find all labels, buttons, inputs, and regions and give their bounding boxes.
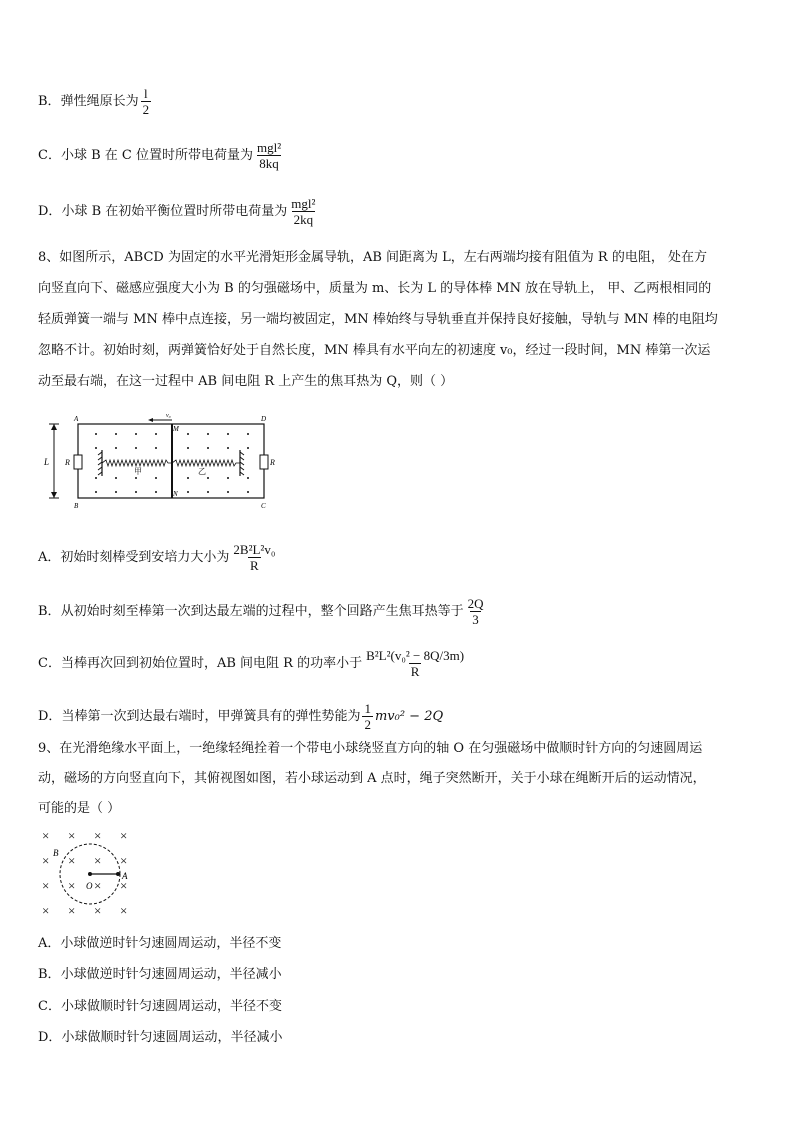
q8-line: 8、如图所示，ABCD 为固定的水平光滑矩形金属导轨，AB 间距离为 L，左右两端均接有阻值为 R 的电阻， 处在方 (38, 250, 707, 265)
q8-option-b (38, 596, 487, 627)
formula-tail: mv₀² − 2Q (374, 708, 444, 724)
q8-line: 忽略不计。初始时刻，两弹簧恰好处于自然长度，MN 棒具有水平向左的初速度 v₀，经过一段时间，MN 棒第一次运 (38, 343, 711, 358)
cross: × (120, 903, 128, 918)
q9-option-a (38, 935, 281, 953)
option-label: B． (38, 93, 61, 109)
option-text: 小球 B 在 C 位置时所带电荷量为 (60, 147, 253, 163)
cross: × (68, 828, 76, 843)
option-label: D． (38, 708, 62, 724)
cross: × (120, 853, 128, 868)
cross: × (68, 903, 76, 918)
fraction-denominator: 2 (142, 102, 150, 117)
q9-line: 可能的是（ ） (38, 801, 121, 816)
q8-option-a (38, 542, 279, 573)
option-text: 当棒第一次到达最右端时，甲弹簧具有的弹性势能为 (61, 708, 361, 724)
q8-option-d (38, 701, 443, 732)
label-M: M (173, 425, 179, 433)
label-N: N (173, 490, 178, 498)
label-L: L (44, 457, 50, 467)
cross: × (42, 828, 50, 843)
q8-line: 向竖直向下、磁感应强度大小为 B 的匀强磁场中，质量为 m、长为 L 的导体棒 MN 放在导轨上， 甲、乙两根相同的 (38, 281, 712, 296)
label-jia: 甲 (134, 467, 142, 476)
option-text: 当棒再次回到初始位置时，AB 间电阻 R 的功率小于 (60, 655, 363, 671)
fraction (231, 542, 277, 573)
cross: × (120, 828, 128, 843)
q9-option-c (38, 998, 282, 1016)
q9-line: 9、在光滑绝缘水平面上，一绝缘轻绳拴着一个带电小球绕竖直方向的轴 O 在匀强磁场中做顺时针方向的匀速圆周运 (38, 741, 703, 756)
option-text: 小球做顺时针匀速圆周运动，半径减小 (61, 1030, 283, 1045)
option-text: 小球 B 在初始平衡位置时所带电荷量为 (61, 203, 288, 219)
q9-line: 动，磁场的方向竖直向下，其俯视图如图，若小球运动到 A 点时，绳子突然断开，关于小球在绳断开后的运动情况， (38, 771, 706, 786)
fraction (289, 196, 317, 227)
label-A: A (74, 415, 79, 423)
option-d-prev (38, 196, 319, 227)
q9-figure (38, 826, 144, 922)
fraction-numerator: l (144, 86, 148, 101)
option-text: 从初始时刻至棒第一次到达最左端的过程中，整个回路产生焦耳热等于 (60, 603, 464, 619)
option-b-prev (38, 86, 153, 117)
option-text: 小球做逆时针匀速圆周运动，半径不变 (60, 936, 282, 951)
q8-figure (40, 410, 280, 512)
option-label: D． (38, 1030, 62, 1045)
fraction-numerator: 1 (364, 701, 371, 716)
fraction-denominator: 3 (472, 612, 479, 627)
fraction-denominator: 8kq (259, 156, 279, 171)
label-B: B (74, 502, 79, 510)
option-label: C． (38, 999, 61, 1014)
cross: × (94, 903, 102, 918)
fraction-numerator: mgl² (291, 196, 316, 211)
label-O: O (86, 881, 93, 891)
fraction-numerator: 2Q (467, 596, 484, 611)
label-B: B (53, 848, 59, 858)
option-c-prev (38, 140, 285, 171)
fraction (466, 596, 486, 627)
option-text: 弹性绳原长为 (60, 93, 139, 109)
option-label: A． (38, 936, 61, 951)
fraction-numerator: B²L²(v₀² − 8Q/3m) (366, 648, 465, 663)
option-text: 小球做顺时针匀速圆周运动，半径不变 (60, 999, 282, 1014)
cross: × (68, 878, 76, 893)
fraction-denominator: R (410, 664, 420, 679)
cross: × (42, 903, 50, 918)
label-yi: 乙 (198, 467, 206, 476)
option-label: C． (38, 147, 61, 163)
q8-line: 动至最右端，在这一过程中 AB 间电阻 R 上产生的焦耳热为 Q，则（ ） (38, 374, 454, 389)
label-D: D (261, 415, 267, 423)
option-label: B． (38, 967, 61, 982)
label-R-left: R (65, 458, 70, 467)
option-text: 小球做逆时针匀速圆周运动，半径减小 (60, 967, 282, 982)
label-v0: v₀ (166, 413, 171, 419)
option-label: A． (38, 549, 61, 565)
q8-line: 轻质弹簧一端与 MN 棒中点连接，另一端均被固定，MN 棒始终与导轨垂直并保持良好接触，导轨与 MN 棒的电阻均 (38, 312, 718, 327)
fraction (141, 86, 152, 117)
q9-option-d (38, 1029, 282, 1047)
q9-option-b (38, 966, 282, 984)
label-A: A (122, 871, 128, 881)
fraction-denominator: 2kq (293, 212, 314, 227)
option-label: C． (38, 655, 61, 671)
option-text: 初始时刻棒受到安培力大小为 (60, 549, 230, 565)
cross: × (42, 853, 50, 868)
fraction (362, 701, 373, 732)
cross: × (94, 828, 102, 843)
cross: × (68, 853, 76, 868)
fraction-denominator: 2 (364, 717, 371, 732)
label-R-right: R (270, 458, 275, 467)
option-label: B． (38, 603, 61, 619)
fraction-numerator: mgl² (256, 140, 282, 155)
fraction-denominator: R (250, 558, 259, 573)
fraction (255, 140, 283, 171)
q8-option-c (38, 648, 468, 679)
magnetic-field-crosses (42, 828, 127, 918)
option-label: D． (38, 203, 62, 219)
cross: × (42, 878, 50, 893)
cross: × (94, 853, 102, 868)
cross: × (120, 878, 128, 893)
label-C: C (261, 502, 266, 510)
fraction-numerator: 2B²L²v₀ (233, 542, 276, 557)
fraction (364, 648, 466, 679)
cross: × (94, 878, 102, 893)
